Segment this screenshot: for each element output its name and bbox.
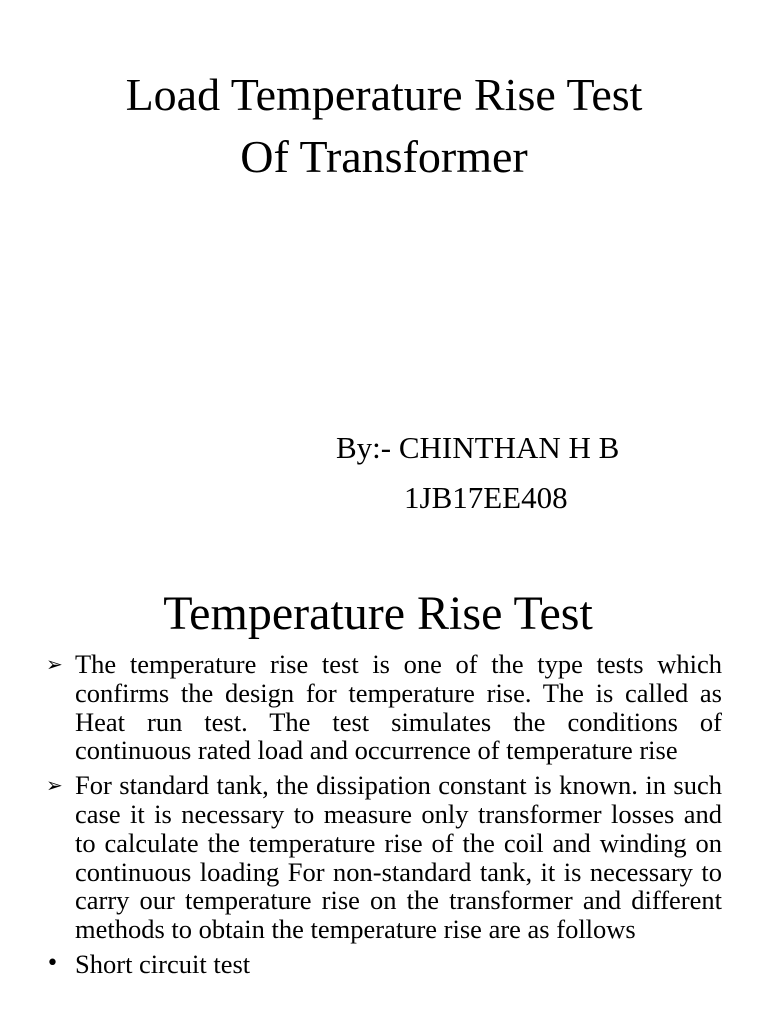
sub-list-item <box>44 950 722 979</box>
bullet-list <box>44 650 722 979</box>
bullet-item <box>44 771 722 944</box>
roll-number: 1JB17EE408 <box>404 480 568 515</box>
bullet-text: The temperature rise test is one of the type tests which confirms the design for temperature rise. The is called as Heat run test. The test simulates the conditions of continuous rated load and occurrence of temperature rise <box>75 649 722 766</box>
presentation-title <box>0 64 768 188</box>
dot-bullet-icon: • <box>46 950 59 976</box>
author-byline: By:- CHINTHAN H B <box>336 430 620 465</box>
title-line-2: Of Transformer <box>240 131 528 182</box>
arrowhead-bullet-icon: ➢ <box>46 773 63 798</box>
arrowhead-bullet-icon: ➢ <box>46 652 63 676</box>
sub-item-text: Short circuit test <box>75 948 251 979</box>
content-slide <box>0 580 768 1024</box>
bullet-text: For standard tank, the dissipation constant is known. in such case it is necessary to measure only transformer losses and to calculate the temperature rise of the coil and winding on continuous loading For non-standard tank, it is necessary to carry our temperature rise on the transformer and different methods to obtain the temperature rise are as follows <box>75 770 722 945</box>
title-line-1: Load Temperature Rise Test <box>125 69 643 120</box>
slide-title: Temperature Rise Test <box>163 587 593 640</box>
bullet-item <box>44 650 722 765</box>
